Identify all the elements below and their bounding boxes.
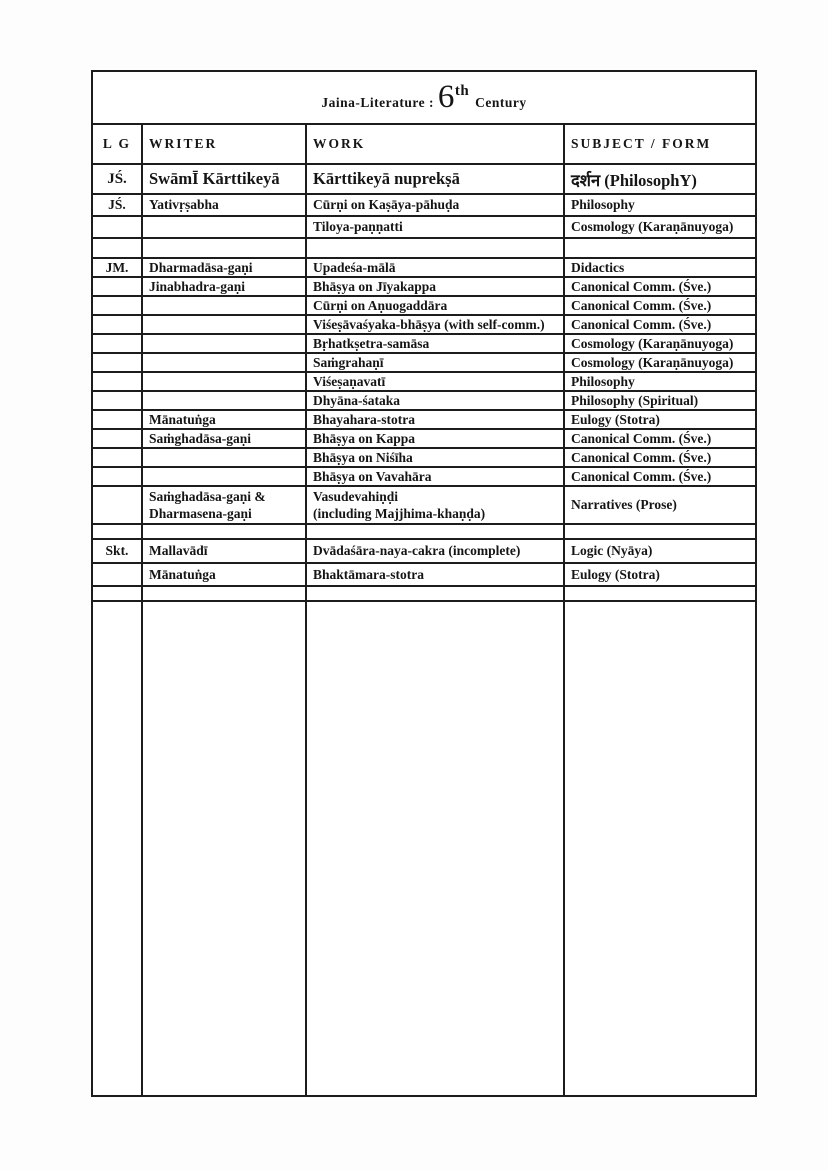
language-cell	[92, 448, 142, 467]
subject-cell: Philosophy	[564, 372, 756, 391]
work-cell: Bhāṣya on Kappa	[306, 429, 564, 448]
writer-cell	[142, 315, 306, 334]
table-row	[92, 258, 756, 277]
work-cell: Bhāṣya on Niśīha	[306, 448, 564, 467]
writer-cell	[142, 601, 306, 1096]
work-cell: Tiloya-paṇṇatti	[306, 216, 564, 238]
language-cell: Skt.	[92, 539, 142, 563]
language-cell	[92, 601, 142, 1096]
spacer-row	[92, 601, 756, 1096]
writer-cell	[142, 448, 306, 467]
table-row	[92, 277, 756, 296]
spacer-row	[92, 524, 756, 539]
table-row	[92, 563, 756, 586]
writer-cell	[142, 216, 306, 238]
subject-cell: Canonical Comm. (Śve.)	[564, 448, 756, 467]
writer-cell	[142, 238, 306, 258]
subject-cell: Canonical Comm. (Śve.)	[564, 467, 756, 486]
title-text-century: Century	[475, 95, 527, 110]
work-cell: Cūrṇi on Kaṣāya-pāhuḍa	[306, 194, 564, 216]
language-cell	[92, 238, 142, 258]
subject-cell	[564, 586, 756, 601]
table-row	[92, 315, 756, 334]
table-row	[92, 429, 756, 448]
language-cell: JŚ.	[92, 194, 142, 216]
table-row	[92, 467, 756, 486]
writer-cell: Dharmadāsa-gaṇi	[142, 258, 306, 277]
subject-cell: Eulogy (Stotra)	[564, 563, 756, 586]
col-header-subject-form: SUBJECT / FORM	[564, 124, 756, 164]
writer-cell	[142, 372, 306, 391]
table-row	[92, 539, 756, 563]
work-cell: Vasudevahiṇḍi (including Majjhima-khaṇḍa)	[306, 486, 564, 524]
table-row	[92, 296, 756, 315]
language-cell	[92, 429, 142, 448]
title-ordinal-suffix: th	[454, 82, 470, 99]
subject-cell: Logic (Nyāya)	[564, 539, 756, 563]
work-cell: Bhāṣya on Jīyakappa	[306, 277, 564, 296]
writer-cell: Yativṛṣabha	[142, 194, 306, 216]
title-century-number: 6	[437, 79, 455, 115]
writer-cell: SwāmĪ Kārttikeyā	[142, 164, 306, 194]
writer-cell: Mallavādī	[142, 539, 306, 563]
subject-cell: Philosophy	[564, 194, 756, 216]
work-cell: Saṁgrahaṇī	[306, 353, 564, 372]
work-cell: Dhyāna-śataka	[306, 391, 564, 410]
subject-cell	[564, 601, 756, 1096]
writer-cell	[142, 353, 306, 372]
work-cell	[306, 601, 564, 1096]
work-cell: Viśeṣāvaśyaka-bhāṣya (with self-comm.)	[306, 315, 564, 334]
work-cell: Viśeṣaṇavatī	[306, 372, 564, 391]
language-cell	[92, 277, 142, 296]
table-row	[92, 486, 756, 524]
table-row	[92, 448, 756, 467]
subject-cell: Cosmology (Karaṇānuyoga)	[564, 334, 756, 353]
writer-cell	[142, 334, 306, 353]
work-cell: Bhāṣya on Vavahāra	[306, 467, 564, 486]
subject-cell: Canonical Comm. (Śve.)	[564, 277, 756, 296]
subject-cell	[564, 238, 756, 258]
writer-cell: Mānatuṅga	[142, 410, 306, 429]
language-cell	[92, 353, 142, 372]
title-text-main: Jaina-Literature :	[321, 95, 435, 110]
column-header-row	[92, 124, 756, 164]
subject-cell: Canonical Comm. (Śve.)	[564, 315, 756, 334]
writer-cell: Saṁghadāsa-gaṇi & Dharmasena-gaṇi	[142, 486, 306, 524]
language-cell	[92, 216, 142, 238]
table-row	[92, 164, 756, 194]
language-cell	[92, 315, 142, 334]
subject-cell: Cosmology (Karaṇānuyoga)	[564, 216, 756, 238]
language-cell	[92, 467, 142, 486]
subject-cell: Narratives (Prose)	[564, 486, 756, 524]
work-cell	[306, 524, 564, 539]
subject-cell: Cosmology (Karaṇānuyoga)	[564, 353, 756, 372]
writer-cell: Jinabhadra-gaṇi	[142, 277, 306, 296]
table-row	[92, 353, 756, 372]
writer-cell: Mānatuṅga	[142, 563, 306, 586]
literature-table	[91, 70, 757, 1097]
work-cell: Bṛhatkṣetra-samāsa	[306, 334, 564, 353]
writer-cell	[142, 586, 306, 601]
writer-cell	[142, 467, 306, 486]
subject-cell: Didactics	[564, 258, 756, 277]
page-title	[92, 71, 756, 124]
subject-cell: Canonical Comm. (Śve.)	[564, 429, 756, 448]
table-row	[92, 216, 756, 238]
spacer-row	[92, 238, 756, 258]
work-cell: Kārttikeyā nuprekṣā	[306, 164, 564, 194]
work-cell: Dvādaśāra-naya-cakra (incomplete)	[306, 539, 564, 563]
language-cell	[92, 410, 142, 429]
col-header-language: L G	[92, 124, 142, 164]
subject-cell: Canonical Comm. (Śve.)	[564, 296, 756, 315]
language-cell: JM.	[92, 258, 142, 277]
language-cell	[92, 486, 142, 524]
work-cell: Bhayahara-stotra	[306, 410, 564, 429]
work-cell: Cūrṇi on Aṇuogaddāra	[306, 296, 564, 315]
title-row	[92, 71, 756, 124]
col-header-writer: WRITER	[142, 124, 306, 164]
language-cell	[92, 334, 142, 353]
language-cell: JŚ.	[92, 164, 142, 194]
language-cell	[92, 296, 142, 315]
table-row	[92, 410, 756, 429]
writer-cell	[142, 296, 306, 315]
table-body	[92, 164, 756, 1096]
work-cell: Bhaktāmara-stotra	[306, 563, 564, 586]
spacer-row	[92, 586, 756, 601]
work-cell	[306, 238, 564, 258]
subject-cell: Eulogy (Stotra)	[564, 410, 756, 429]
subject-cell: Philosophy (Spiritual)	[564, 391, 756, 410]
language-cell	[92, 563, 142, 586]
col-header-work: WORK	[306, 124, 564, 164]
writer-cell	[142, 524, 306, 539]
language-cell	[92, 524, 142, 539]
table-row	[92, 334, 756, 353]
work-cell: Upadeśa-mālā	[306, 258, 564, 277]
table-row	[92, 391, 756, 410]
language-cell	[92, 372, 142, 391]
table-row	[92, 372, 756, 391]
subject-cell	[564, 524, 756, 539]
language-cell	[92, 586, 142, 601]
work-cell	[306, 586, 564, 601]
table-row	[92, 194, 756, 216]
subject-cell: दर्शन (PhilosophY)	[564, 164, 756, 194]
language-cell	[92, 391, 142, 410]
writer-cell	[142, 391, 306, 410]
writer-cell: Saṁghadāsa-gaṇi	[142, 429, 306, 448]
